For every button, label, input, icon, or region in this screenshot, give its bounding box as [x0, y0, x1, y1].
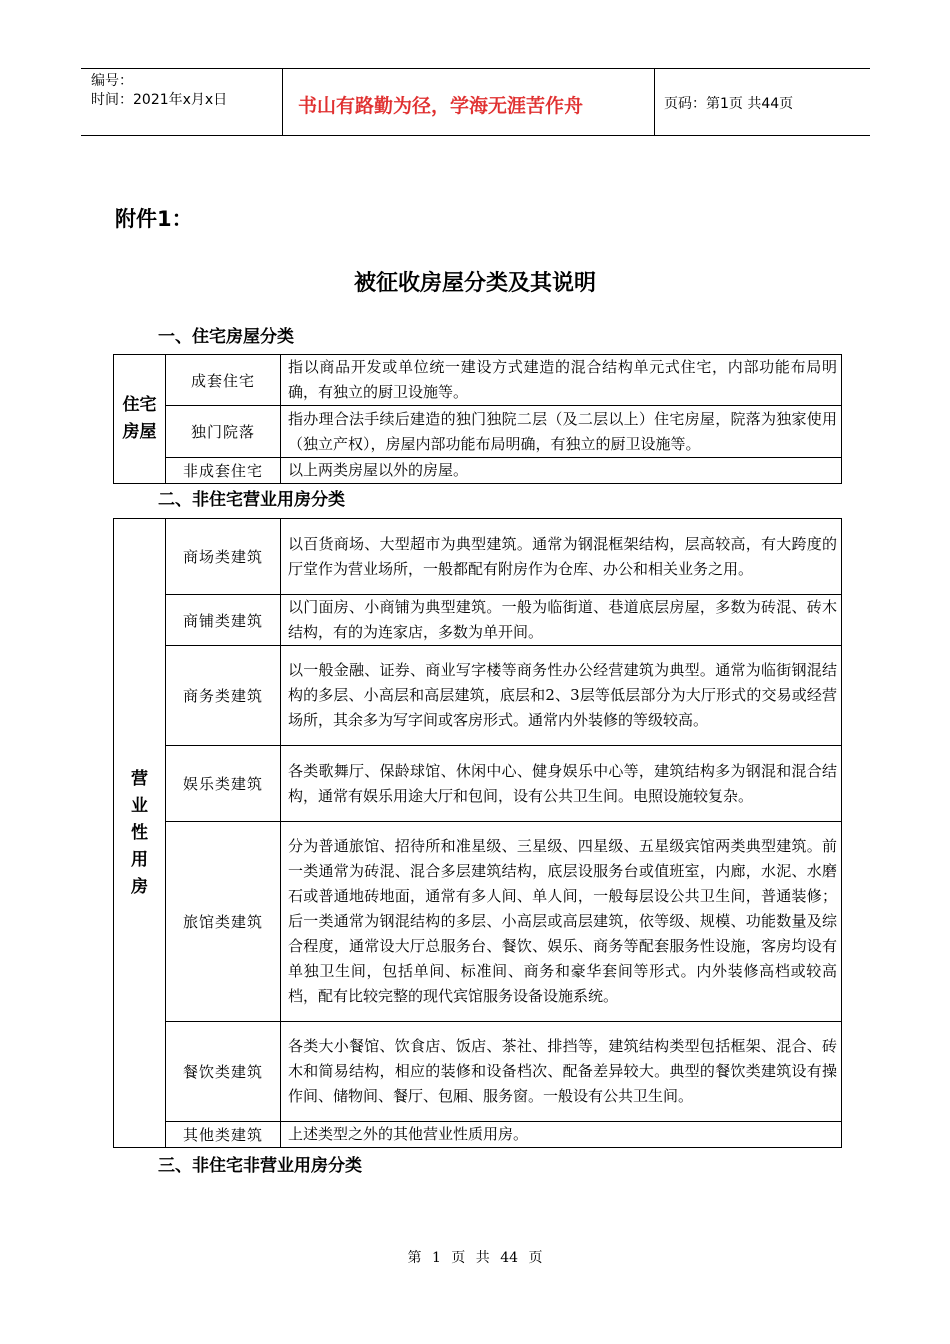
commercial-type-name: 商务类建筑 [166, 646, 281, 746]
page-footer: 第 1 页 共 44 页 [407, 1250, 543, 1266]
commercial-type-desc: 以百货商场、大型超市为典型建筑。通常为钢混框架结构，层高较高，有大跨度的厅堂作为营业场所，一般都配有附房作为仓库、办公和相关业务之用。 [281, 519, 842, 595]
commercial-type-name: 商场类建筑 [166, 519, 281, 595]
commercial-category-cell [114, 519, 166, 1148]
document-title: 被征收房屋分类及其说明 [353, 271, 596, 296]
commercial-type-name: 旅馆类建筑 [166, 822, 281, 1022]
commercial-category-label: 营业性用房 [131, 768, 148, 897]
header-motto: 书山有路勤为径，学海无涯苦作舟 [298, 95, 584, 117]
commercial-type-name: 商铺类建筑 [166, 595, 281, 646]
commercial-type-name: 其他类建筑 [166, 1122, 281, 1148]
table-row [114, 1122, 842, 1148]
table-row [114, 646, 842, 746]
section1-heading: 一、住宅房屋分类 [158, 327, 294, 347]
commercial-type-desc: 以门面房、小商铺为典型建筑。一般为临街道、巷道底层房屋，多数为砖混、砖木结构，有的为连家店，多数为单开间。 [281, 595, 842, 646]
commercial-type-desc: 各类歌舞厅、保龄球馆、休闲中心、健身娱乐中心等，建筑结构多为钢混和混合结构，通常有娱乐用途大厅和包间，设有公共卫生间。电照设施较复杂。 [281, 746, 842, 822]
header-page-info: 页码：第1页 共44页 [664, 96, 794, 112]
residential-category-cell [114, 355, 166, 484]
residential-type-name: 成套住宅 [166, 355, 281, 406]
table-row [114, 519, 842, 595]
header-number-label: 编号： [91, 73, 133, 89]
residential-table [113, 354, 842, 484]
section3-heading: 三、非住宅非营业用房分类 [158, 1156, 362, 1176]
header-divider-left [282, 68, 283, 136]
commercial-table [113, 518, 842, 1148]
commercial-type-desc: 分为普通旅馆、招待所和准星级、三星级、四星级、五星级宾馆两类典型建筑。前一类通常为砖混、混合多层建筑结构，底层设服务台或值班室，内廊，水泥、水磨石或普通地砖地面，通常有多人间、单人间，一般每层设公共卫生间，普通装修；后一类通常为钢混结构的多层、小高层或高层建筑，依等级、规模、功能数量及综合程度，通常设大厅总服务台、餐饮、娱乐、商务等配套服务性设施，客房均设有单独卫生间，包括单间、标准间、商务和豪华套间等形式。内外装修高档或较高档，配有比较完整的现代宾馆服务设备设施系统。 [281, 822, 842, 1022]
header-top-rule [81, 68, 870, 69]
residential-type-name: 非成套住宅 [166, 458, 281, 484]
commercial-type-name: 餐饮类建筑 [166, 1022, 281, 1122]
residential-type-desc: 指办理合法手续后建造的独门独院二层（及二层以上）住宅房屋，院落为独家使用（独立产权），房屋内部功能布局明确，有独立的厨卫设施等。 [281, 406, 842, 458]
residential-type-name: 独门院落 [166, 406, 281, 458]
commercial-type-desc: 各类大小餐馆、饮食店、饭店、茶社、排挡等，建筑结构类型包括框架、混合、砖木和简易结构，相应的装修和设备档次、配备差异较大。典型的餐饮类建筑设有操作间、储物间、餐厅、包厢、服务窗。一般设有公共卫生间。 [281, 1022, 842, 1122]
commercial-type-desc: 上述类型之外的其他营业性质用房。 [281, 1122, 842, 1148]
annex-label: 附件1： [115, 207, 193, 231]
section2-heading: 二、非住宅营业用房分类 [158, 490, 345, 510]
table-row [114, 1022, 842, 1122]
commercial-type-name: 娱乐类建筑 [166, 746, 281, 822]
header-divider-right [654, 68, 655, 136]
residential-category-label: 住宅房屋 [122, 395, 157, 442]
residential-type-desc: 以上两类房屋以外的房屋。 [281, 458, 842, 484]
header-time-label: 时间：2021年x月x日 [91, 92, 228, 108]
residential-type-desc: 指以商品开发或单位统一建设方式建造的混合结构单元式住宅，内部功能布局明确，有独立的厨卫设施等。 [281, 355, 842, 406]
table-row [114, 822, 842, 1022]
commercial-type-desc: 以一般金融、证券、商业写字楼等商务性办公经营建筑为典型。通常为临街钢混结构的多层、小高层和高层建筑，底层和2、3层等低层部分为大厅形式的交易或经营场所，其余多为写字间或客房形式。通常内外装修的等级较高。 [281, 646, 842, 746]
table-row [114, 595, 842, 646]
table-row [114, 406, 842, 458]
table-row [114, 458, 842, 484]
table-row [114, 355, 842, 406]
header-bottom-rule [81, 135, 870, 136]
table-row [114, 746, 842, 822]
